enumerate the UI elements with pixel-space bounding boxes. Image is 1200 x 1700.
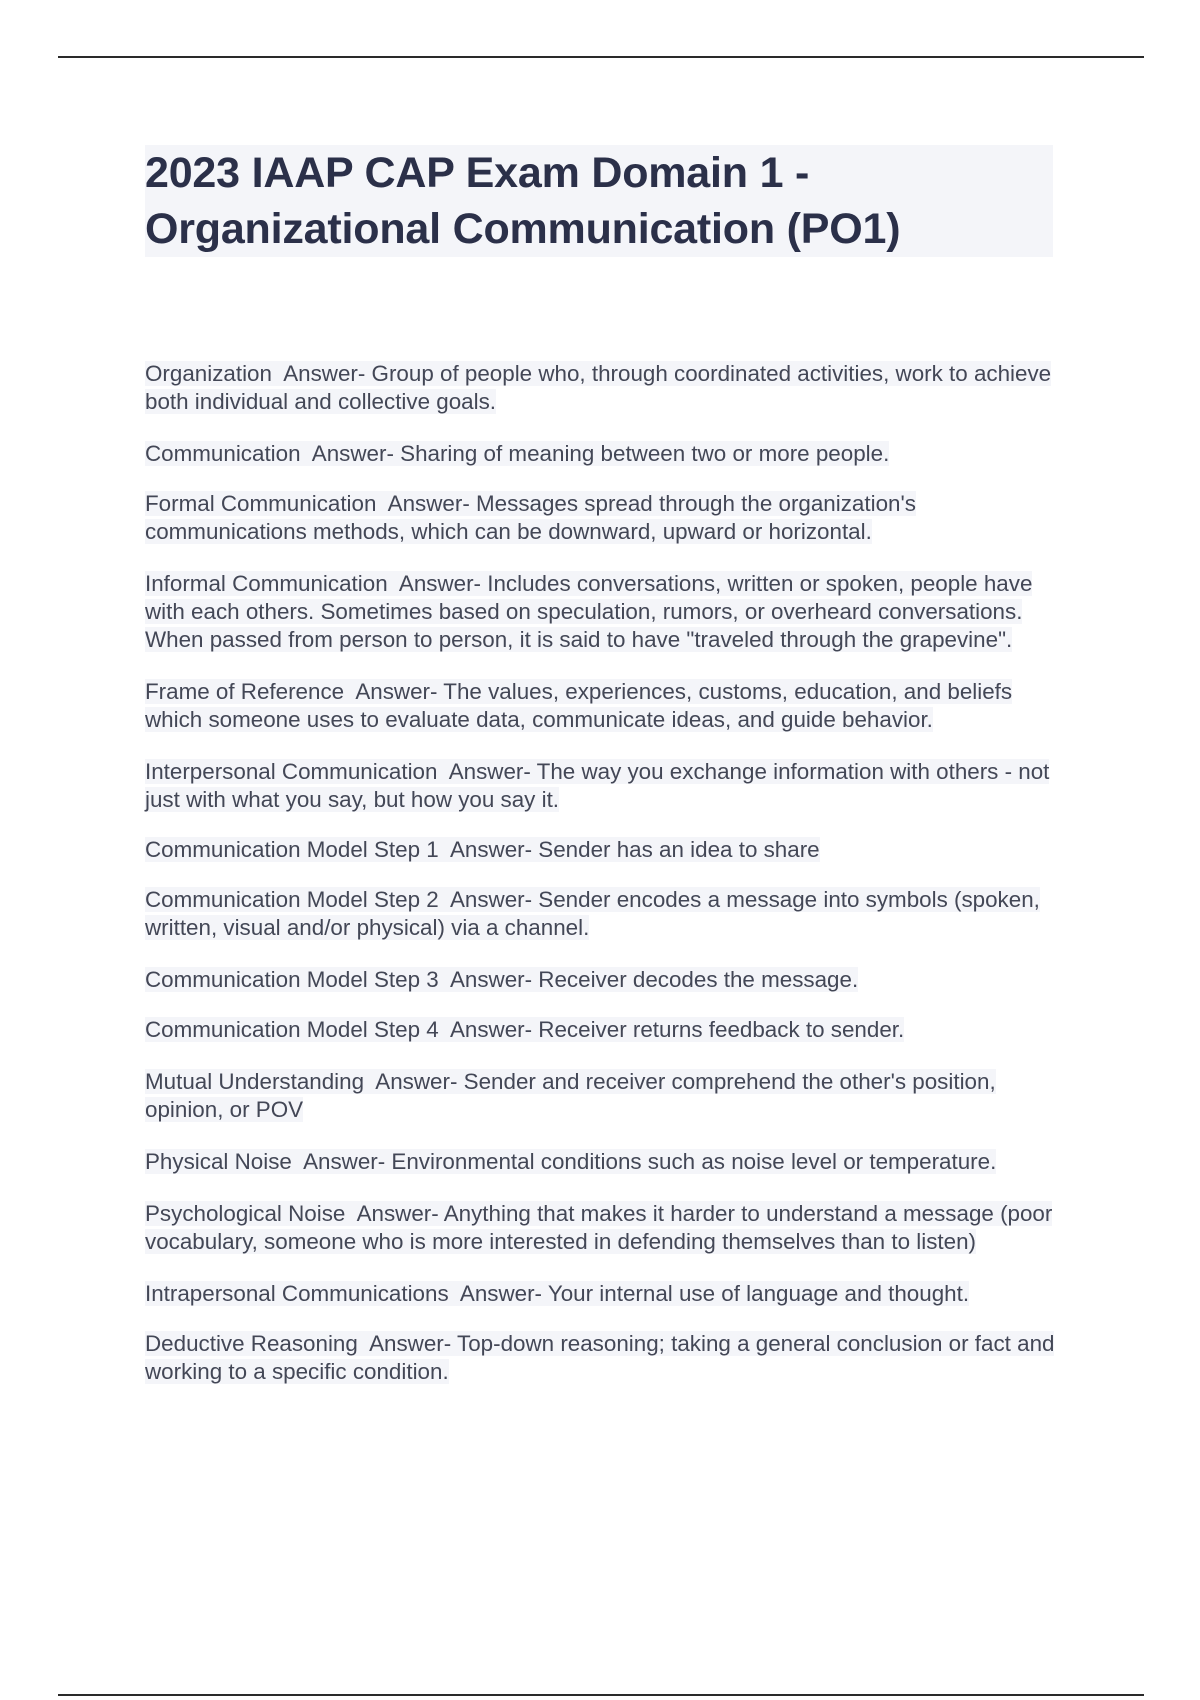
qa-entry-text — [145, 1281, 969, 1306]
qa-entry — [145, 1200, 1065, 1256]
title-line-1: 2023 IAAP CAP Exam Domain 1 - — [145, 149, 810, 197]
qa-answer-label: Answer- — [449, 967, 533, 992]
document-title — [145, 145, 1053, 257]
qa-entry-text — [145, 887, 1040, 940]
qa-entry-text — [145, 1201, 1052, 1254]
qa-entry-text — [145, 1069, 996, 1122]
qa-term: Psychological Noise — [145, 1201, 346, 1226]
qa-entry — [145, 1068, 1065, 1124]
qa-entry — [145, 1016, 1065, 1044]
qa-answer: Sender encodes a message into symbols (spoken, written, visual and/or physical) via a channel. — [145, 887, 1040, 940]
qa-answer: Your internal use of language and thought. — [547, 1281, 970, 1306]
qa-answer-label: Answer- — [369, 1331, 452, 1356]
qa-entry — [145, 758, 1065, 814]
qa-entry-text — [145, 967, 858, 992]
qa-answer: Receiver decodes the message. — [538, 967, 859, 992]
qa-entry — [145, 570, 1065, 654]
qa-term: Deductive Reasoning — [145, 1331, 358, 1356]
qa-entry — [145, 966, 1065, 994]
qa-answer-label: Answer- — [449, 887, 533, 912]
qa-answer: Top-down reasoning; taking a general conclusion or fact and working to a specific condition. — [145, 1331, 1055, 1384]
qa-entry — [145, 1330, 1065, 1386]
qa-answer: Sharing of meaning between two or more people. — [400, 441, 890, 466]
qa-entry-text — [145, 1017, 904, 1042]
qa-term: Intrapersonal Communications — [145, 1281, 449, 1306]
qa-term: Communication Model Step 3 — [145, 967, 439, 992]
bottom-rule — [58, 1694, 1144, 1696]
qa-answer-label: Answer- — [398, 571, 482, 596]
qa-answer: Includes conversations, written or spoken, people have with each others. Sometimes based on speculation, rumors, or overheard conversations. When passed from person to person, it is said to have "traveled through the grapevine". — [145, 571, 1033, 652]
qa-answer-label: Answer- — [459, 1281, 543, 1306]
qa-answer: Sender and receiver comprehend the other's position, opinion, or POV — [145, 1069, 996, 1122]
qa-term: Interpersonal Communication — [145, 759, 438, 784]
qa-entry — [145, 490, 1065, 546]
qa-entry — [145, 678, 1065, 734]
qa-term: Communication Model Step 2 — [145, 887, 439, 912]
qa-answer-label: Answer- — [448, 759, 531, 784]
qa-answer: Environmental conditions such as noise level or temperature. — [391, 1149, 997, 1174]
qa-entry-text — [145, 441, 889, 466]
qa-entry-text — [145, 1331, 1054, 1384]
qa-entry — [145, 360, 1065, 416]
qa-answer-label: Answer- — [311, 441, 394, 466]
qa-entry-text — [145, 361, 1051, 414]
qa-term: Informal Communication — [145, 571, 388, 596]
qa-answer: Sender has an idea to share — [538, 837, 820, 862]
qa-answer-label: Answer- — [449, 837, 533, 862]
qa-entry-text — [145, 491, 916, 544]
title-line-2: Organizational Communication (PO1) — [145, 205, 901, 253]
qa-entry — [145, 836, 1065, 864]
qa-answer-label: Answer- — [375, 1069, 458, 1094]
qa-term: Frame of Reference — [145, 679, 345, 704]
qa-answer-label: Answer- — [303, 1149, 386, 1174]
qa-answer: Anything that makes it harder to understand a message (poor vocabulary, someone who is more interested in defending themselves than to listen) — [145, 1201, 1053, 1254]
qa-term: Mutual Understanding — [145, 1069, 365, 1094]
qa-entry — [145, 886, 1065, 942]
qa-term: Organization — [145, 361, 272, 386]
qa-entry — [145, 1280, 1065, 1308]
qa-answer: Receiver returns feedback to sender. — [538, 1017, 905, 1042]
qa-answer-label: Answer- — [449, 1017, 533, 1042]
qa-term: Communication Model Step 1 — [145, 837, 439, 862]
qa-term: Communication — [145, 441, 301, 466]
qa-term: Physical Noise — [145, 1149, 292, 1174]
qa-answer: The way you exchange information with others - not just with what you say, but how you say it. — [145, 759, 1050, 812]
qa-entry-text — [145, 1149, 996, 1174]
qa-answer: The values, experiences, customs, education, and beliefs which someone uses to evaluate data, communicate ideas, and guide behavior. — [145, 679, 1013, 732]
qa-entry-text — [145, 759, 1049, 812]
qa-list — [145, 336, 1065, 1386]
qa-entry-text — [145, 679, 1012, 732]
qa-answer-label: Answer- — [355, 679, 438, 704]
title-block — [145, 145, 1053, 257]
qa-entry-text — [145, 837, 820, 862]
qa-answer: Group of people who, through coordinated activities, work to achieve both individual and collective goals. — [145, 361, 1052, 414]
qa-answer-label: Answer- — [387, 491, 470, 516]
qa-term: Formal Communication — [145, 491, 377, 516]
qa-entry — [145, 1148, 1065, 1176]
qa-answer-label: Answer- — [283, 361, 366, 386]
qa-entry-text — [145, 571, 1032, 652]
qa-answer-label: Answer- — [356, 1201, 439, 1226]
qa-entry — [145, 440, 1065, 468]
qa-answer: Messages spread through the organization's communications methods, which can be downward, upward or horizontal. — [145, 491, 916, 544]
qa-term: Communication Model Step 4 — [145, 1017, 439, 1042]
top-rule — [58, 56, 1144, 58]
